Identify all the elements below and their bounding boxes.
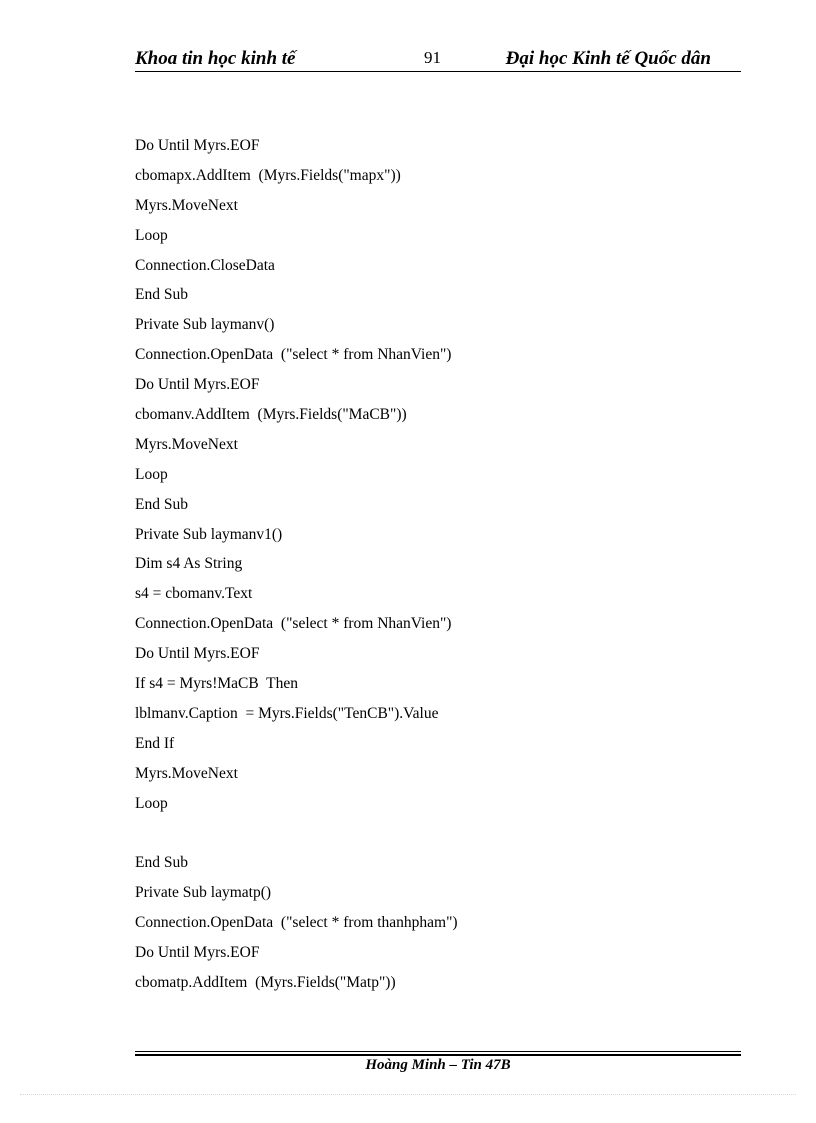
code-line: Private Sub laymanv1()	[135, 525, 283, 543]
header-rule	[135, 71, 741, 72]
code-line: Do Until Myrs.EOF	[135, 376, 260, 394]
footer-rule-bottom	[135, 1054, 741, 1056]
code-line: Myrs.MoveNext	[135, 435, 238, 453]
code-line: Dim s4 As String	[135, 555, 243, 573]
code-listing	[135, 131, 735, 998]
code-line: End If	[135, 734, 175, 752]
code-line: s4 = cbomanv.Text	[135, 585, 253, 603]
code-line: Loop	[135, 465, 168, 483]
code-line: End Sub	[135, 854, 188, 872]
code-line	[135, 818, 735, 848]
code-line: Connection.OpenData ("select * from thanhpham")	[135, 914, 458, 932]
code-line: cbomanv.AddItem (Myrs.Fields("MaCB"))	[135, 406, 407, 424]
code-line: End Sub	[135, 495, 188, 513]
header-university: Đại học Kinh tế Quốc dân	[505, 48, 711, 69]
code-line: Myrs.MoveNext	[135, 196, 238, 214]
code-line: Private Sub laymanv()	[135, 316, 275, 334]
code-line: Do Until Myrs.EOF	[135, 944, 260, 962]
page-header	[135, 46, 741, 72]
code-line: Connection.OpenData ("select * from NhanVien")	[135, 615, 452, 633]
footer-author: Hoàng Minh – Tin 47B	[365, 1057, 511, 1073]
footer-rule-top	[135, 1051, 741, 1052]
code-line: cbomapx.AddItem (Myrs.Fields("mapx"))	[135, 166, 401, 184]
code-line: cbomatp.AddItem (Myrs.Fields("Matp"))	[135, 973, 396, 991]
code-line: Do Until Myrs.EOF	[135, 645, 260, 663]
header-faculty: Khoa tin học kinh tế	[135, 48, 296, 69]
code-line: If s4 = Myrs!MaCB Then	[135, 675, 299, 693]
code-line: Loop	[135, 794, 168, 812]
code-line: Connection.OpenData ("select * from NhanVien")	[135, 346, 452, 364]
code-line: Loop	[135, 226, 168, 244]
header-page-number: 91	[424, 48, 441, 67]
code-line: End Sub	[135, 286, 188, 304]
code-line: lblmanv.Caption = Myrs.Fields("TenCB").Value	[135, 704, 439, 722]
code-line: Connection.CloseData	[135, 256, 275, 274]
code-line: Do Until Myrs.EOF	[135, 137, 260, 154]
code-line: Private Sub laymatp()	[135, 884, 272, 902]
code-line: Myrs.MoveNext	[135, 764, 238, 782]
page-bottom-border	[20, 1094, 796, 1095]
